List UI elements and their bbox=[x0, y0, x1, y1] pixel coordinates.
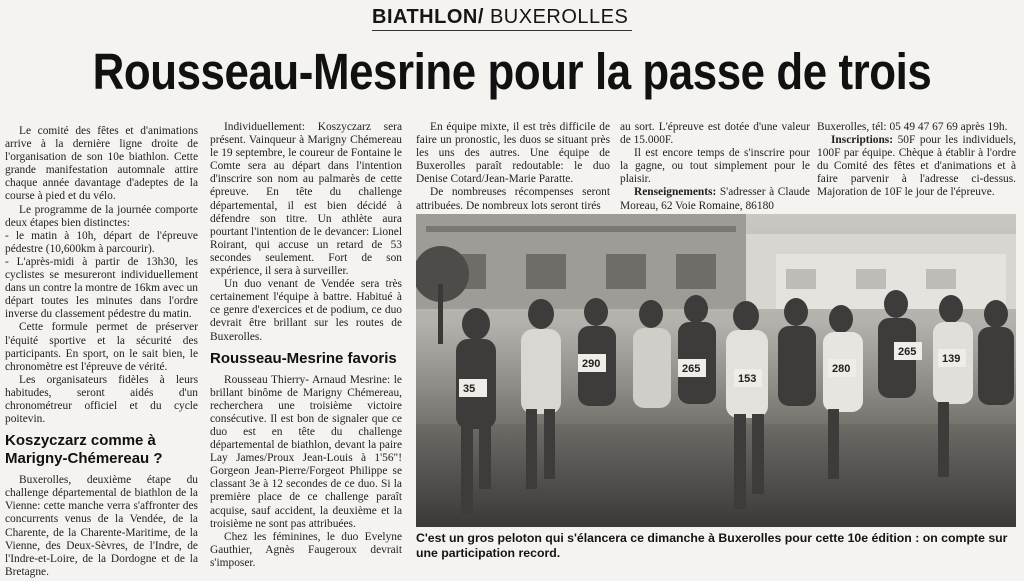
paragraph: Le comité des fêtes et d'animations arrive à la dernière ligne droite de l'organisation de son 10e biathlon. Cette grande manifestation automnale attire chaque année davantage d'adeptes de la course à pied et du vélo. bbox=[5, 125, 198, 203]
paragraph: Les organisateurs fidèles à leurs habitudes, seront aidés d'un chronométreur officiel et du cycle poitevin. bbox=[5, 373, 198, 426]
section-rubric bbox=[372, 6, 632, 31]
paragraph: Cette formule permet de préserver l'équité sportive et la sécurité des participants. En sport, on le sait bien, le chronomètre est l'épreuve de vérité. bbox=[5, 321, 198, 373]
column-3 bbox=[416, 121, 610, 213]
paragraph-inscriptions bbox=[817, 134, 1016, 199]
paragraph: Un duo venant de Vendée sera très certainement l'équipe à battre. Habitué à ce genre d'exercices et de podium, ce duo devrait être brillant sur les routes de Buxerolles. bbox=[210, 278, 402, 343]
paragraph: Individuellement: Koszyczarz sera présent. Vainqueur à Marigny Chémereau le 19 septembre, le coureur de Fontaine le Comte sera au départ dans l'intention d'inscrire son nom au palmarès de cette épreuve. En tête du challenge départemental, il est bien décidé à défendre son titre. Un athlète aura pourtant l'intention de le devancer: Lionel Roirant, qui accuse un retard de 53 secondes seulement. Fort de son expérience, il sera à surveiller. bbox=[210, 121, 402, 278]
paragraph: Rousseau Thierry- Arnaud Mesrine: le brillant binôme de Marigny Chémereau, recherchera une troisième victoire consécutive. Il est bon de signaler que ce duo est en tête du challenge départemental de biathlon, devant la paire Lay James/Proux Jean-Louis à 1'56"! Gorgeon Jean-Pierre/Forgeot Philippe se classant 3e à 12 secondes de ce duo. Si la première place de ce challenge paraît acquise, sauf accident, la deuxième et la troisième ne sont pas attribuées. bbox=[210, 373, 402, 530]
bib-number: 35 bbox=[463, 383, 476, 395]
bib-number: 153 bbox=[738, 373, 757, 385]
bib-number: 290 bbox=[582, 358, 601, 370]
subhead-koszyczarz: Koszyczarz comme à Marigny-Chémereau ? bbox=[5, 432, 163, 468]
paragraph: Il est encore temps de s'inscrire pour la gagne, ou tout simplement pour le plaisir. bbox=[620, 147, 810, 186]
paragraph: - le matin à 10h, départ de l'épreuve pédestre (10,600km à parcourir). bbox=[5, 229, 198, 255]
paragraph-renseignements bbox=[620, 186, 810, 212]
rubric-section: BIATHLON/ bbox=[372, 6, 484, 28]
photo-caption: C'est un gros peloton qui s'élancera ce dimanche à Buxerolles pour cette 10e édition : on compte sur une participation record. bbox=[416, 531, 1008, 560]
paragraph: au sort. L'épreuve est dotée d'une valeur de 15.000F. bbox=[620, 121, 810, 147]
column-5 bbox=[817, 121, 1016, 200]
race-photo bbox=[416, 214, 1016, 527]
bib-number: 265 bbox=[682, 363, 701, 375]
renseignements-text: S'adresser à Claude Moreau, 62 Voie Romaine, 86180 bbox=[620, 186, 810, 212]
inscriptions-text: 50F pour les individuels, 100F par équipe. Chèque à établir à l'ordre du Comité des fêtes et d'animations et à faire parvenir à l'adresse ci-dessus. Majoration de 10F le jour de l'épreuve. bbox=[817, 134, 1016, 199]
paragraph: Le programme de la journée comporte deux étapes bien distinctes: bbox=[5, 203, 198, 229]
paragraph: Buxerolles, tél: 05 49 47 67 69 après 19h. bbox=[817, 121, 1008, 133]
paragraph: Buxerolles, deuxième étape du challenge départemental de biathlon de la Vienne: cette manche verra s'affronter des concurrents venus de la Vendée, de la Charente, de la Charente-Maritime, de la Vienne, des Deux-Sèvres, de l'Indre, de l'Indre-et-Loire, de la Dordogne et de la Bretagne. bbox=[5, 474, 198, 578]
bib-number: 139 bbox=[942, 353, 961, 365]
paragraph: - L'après-midi à partir de 13h30, les cyclistes se mesureront individuellement dans un contre la montre de 16km avec un départ toutes les minutes dans l'ordre inverse du classement pédestre du matin. bbox=[5, 255, 198, 321]
paragraph: Chez les féminines, le duo Evelyne Gauthier, Agnès Faugeroux devrait s'imposer. bbox=[210, 530, 402, 569]
column-4 bbox=[620, 121, 810, 213]
subhead-favoris: Rousseau-Mesrine favoris bbox=[210, 349, 397, 367]
race-photo-illustration bbox=[416, 214, 1016, 527]
renseignements-label: Renseignements: bbox=[634, 186, 717, 199]
column-2 bbox=[210, 121, 402, 570]
bib-number: 265 bbox=[898, 346, 917, 358]
paragraph: En équipe mixte, il est très difficile de faire un pronostic, les duos se situant près les uns des autres. Une équipe de Buxerolles paraît redoutable: le duo Denise Cotard/Jean-Marie Paratte. bbox=[416, 121, 610, 186]
headline: Rousseau-Mesrine pour la passe de trois bbox=[92, 43, 932, 100]
inscriptions-label: Inscriptions: bbox=[831, 134, 894, 147]
column-1 bbox=[5, 125, 198, 579]
road bbox=[416, 424, 1016, 527]
rubric-place: BUXEROLLES bbox=[483, 6, 629, 28]
paragraph: De nombreuses récompenses seront attribuées. De nombreux lots seront tirés bbox=[416, 186, 610, 212]
bib-number: 280 bbox=[832, 363, 851, 375]
